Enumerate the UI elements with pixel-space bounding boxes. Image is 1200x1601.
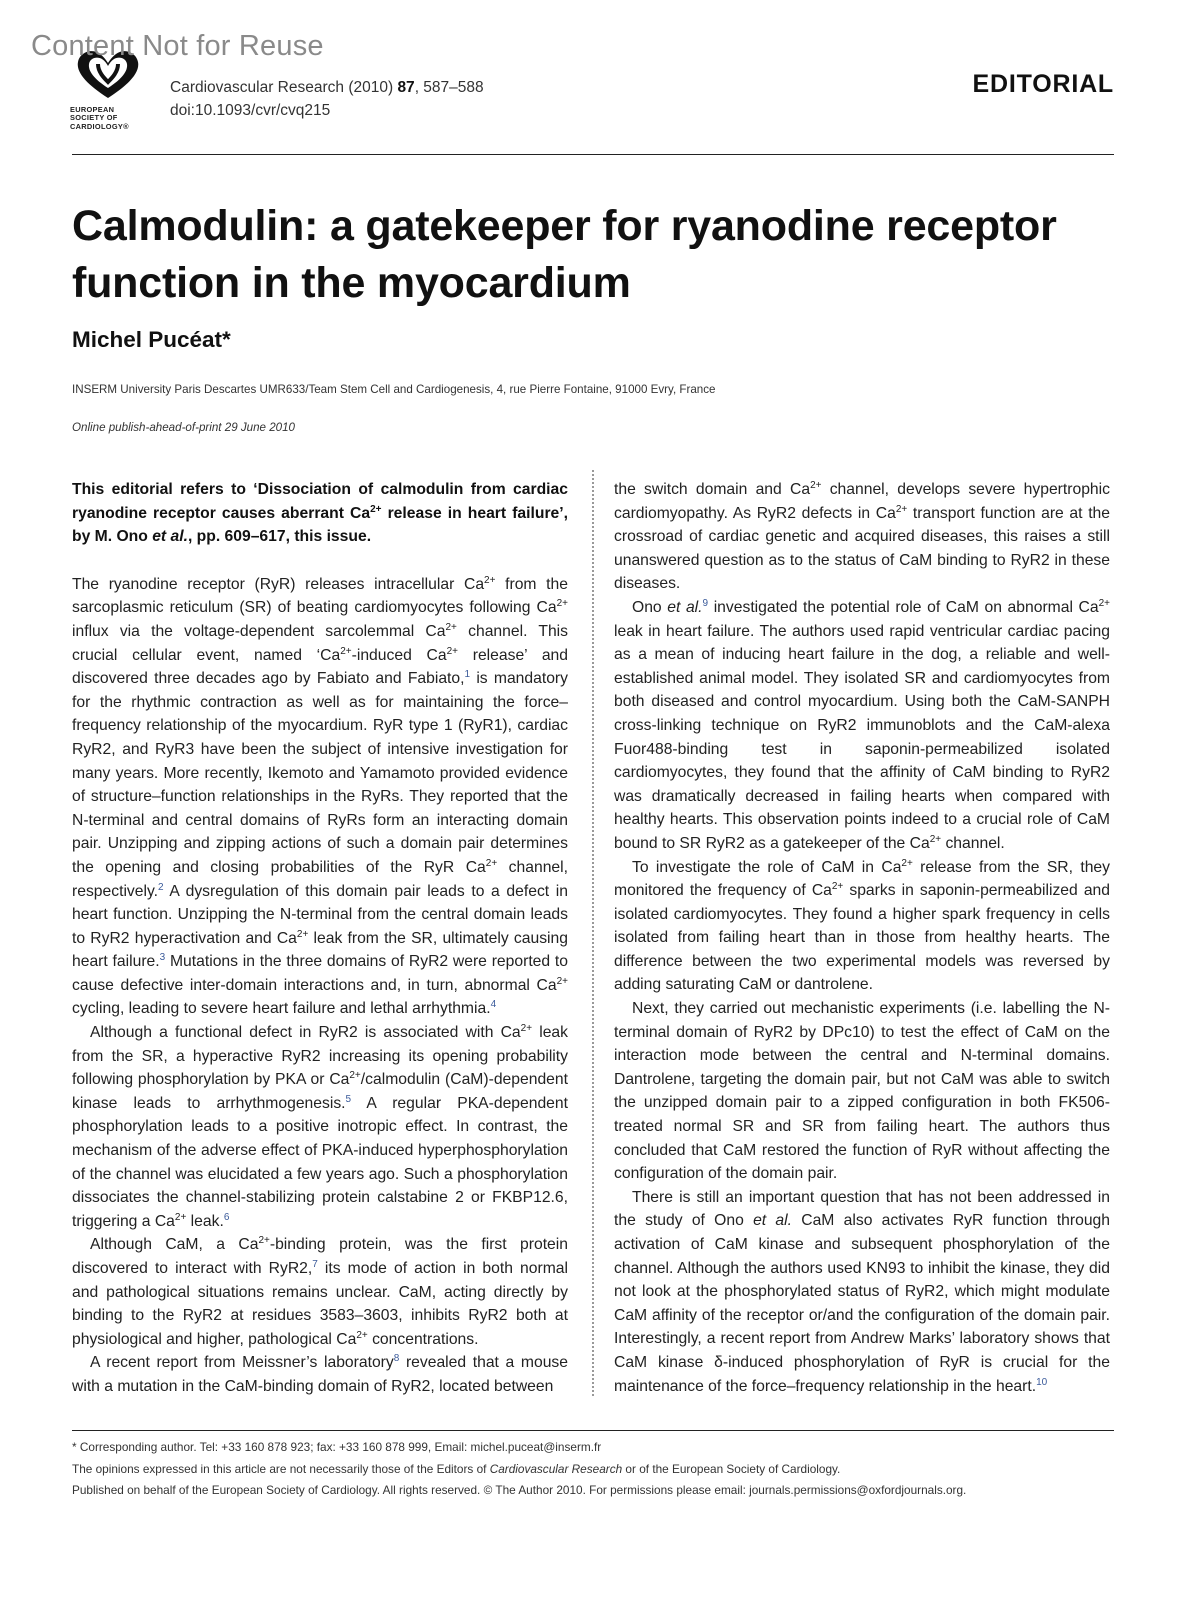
opinions-note: The opinions expressed in this article are not necessarily those of the Editors of Cardiovascular Research or of the European Society of Cardiology. <box>72 1461 841 1476</box>
paragraph: A recent report from Meissner’s laboratory$^8$ revealed that a mouse with a mutation in the CaM-binding domain of RyR2, located between <box>72 1353 568 1395</box>
paragraph: The ryanodine receptor (RyR) releases intracellular $Ca^{2+}$ from the sarcoplasmic reticulum (SR) of beating cardiomyocytes following $Ca^{2+}$ influx via the voltage-dependent sarcolemmal $Ca^{2+}$ channel. This crucial cellular event, named ‘$Ca^{2+}$-induced $Ca^{2+}$ release’ and discovered three decades ago by Fabiato and Fabiato,$^1$ is mandatory for the rhythmic contraction as well as for maintaining the force–frequency relationship of the myocardium. RyR type 1 (RyR1), cardiac RyR2, and RyR3 have been the subject of intensive investigation for many years. More recently, Ikemoto and Yamamoto provided evidence of structure–function relationships in the RyRs. They reported that the N-terminal and central domains of RyRs form an interacting domain pair. Unzipping and zipping actions of such a domain pair determines the opening and closing probabilities of the RyR $Ca^{2+}$ channel, respectively.$^2$ A dysregulation of this domain pair leads to a defect in heart function. Unzipping the N-terminal from the central domain leads to RyR2 hyperactivation and $Ca^{2+}$ leak from the SR, ultimately causing heart failure.$^3$ Mutations in the three domains of RyR2 were reported to cause defective inter-domain interactions and, in turn, abnormal $Ca^{2+}$ cycling, leading to severe heart failure and lethal arrhythmia.$^4$ <box>72 574 568 1018</box>
paragraph: There is still an important question that has not been addressed in the study of Ono et al. CaM also activates RyR function through activation of CaM kinase and subsequent phosphorylation of the channel. Although the authors used KN93 to inhibit the kinase, they did not look at the phosphorylated status of RyR2, which might modulate CaM affinity of the receptor or/and the configuration of the domain pair. Interestingly, a recent report from Andrew Marks’ laboratory shows that CaM kinase δ-induced phosphorylation of RyR is crucial for the maintenance of the force–frequency relationship in the heart.$^{10}$ <box>614 1188 1110 1395</box>
paragraph: To investigate the role of CaM in $Ca^{2+}$ release from the SR, they monitored the frequency of $Ca^{2+}$ sparks in saponin-permeabilized and isolated cardiomyocytes. They found a higher spark frequency in cells isolated from failing heart than in those from healthy hearts. The difference between the two experimental models was reversed by adding saturating CaM or dantrolene. <box>614 857 1110 994</box>
publication-date: Online publish-ahead-of-print 29 June 2010 <box>72 421 296 434</box>
paragraph: Although a functional defect in RyR2 is associated with $Ca^{2+}$ leak from the SR, a hyperactive RyR2 increasing its opening probability following phosphorylation by PKA or $Ca^{2+}$/calmodulin (CaM)-dependent kinase leads to arrhythmogenesis.$^5$ A regular PKA-dependent phosphorylation leads to a positive inotropic effect. In contrast, the mechanism of the adverse effect of PKA-induced hyperphosphorylation of the channel was elucidated a few years ago. Such a phosphorylation dissociates the channel-stabilizing protein calstabine 2 or FKBP12.6, triggering a $Ca^{2+}$ leak.$^6$ <box>72 1022 568 1230</box>
author-affiliation: INSERM University Paris Descartes UMR633/Team Stem Cell and Cardiogenesis, 4, rue Pierre Fontaine, 91000 Evry, France <box>72 383 716 396</box>
footnotes <box>72 1437 1122 1502</box>
logo-text: EUROPEAN SOCIETY OF CARDIOLOGY® <box>70 105 129 131</box>
article-title: Calmodulin: a gatekeeper for ryanodine receptor function in the myocardium <box>72 202 1057 307</box>
column-divider <box>592 470 594 1396</box>
header-rule <box>72 154 1114 155</box>
author-name: Michel Pucéat* <box>72 327 231 352</box>
paragraph: Ono et al.$^9$ investigated the potential role of CaM on abnormal $Ca^{2+}$ leak in heart failure. The authors used rapid ventricular cardiac pacing as a mean of inducing heart failure in the dog, a reliable and well-established animal model. They isolated SR and cardiomyocytes from both diseased and control myocardium. Using both the CaM-SANPH cross-linking technique on RyR2 immunoblots and the CaM-alexa Fuor488-binding test in saponin-permeabilized isolated cardiomyocytes, they found that the affinity of CaM binding to RyR2 was dramatically decreased in failing hearts when compared with healthy hearts. This observation points indeed to a crucial role of CaM bound to SR RyR2 as a gatekeeper of the $Ca^{2+}$ channel. <box>614 597 1111 852</box>
paragraph: Next, they carried out mechanistic experiments (i.e. labelling the N-terminal domain of RyR2 by DPc10) to test the effect of CaM on the interaction mode between the central and N-terminal domains. Dantrolene, targeting the domain pair, but not CaM was able to switch the unzipped domain pair to a zipped configuration in both FK506-treated normal SR and SR from failing heart. The authors thus concluded that CaM restored the function of RyR without affecting the configuration of the domain pair. <box>614 1000 1110 1183</box>
body-column-right <box>614 478 1110 1398</box>
copyright-note: Published on behalf of the European Society of Cardiology. All rights reserved. © The Author 2010. For permissions please email: journals.permissions@oxfordjournals.org. <box>72 1483 967 1497</box>
watermark: Content Not for Reuse <box>31 30 324 62</box>
paragraph: This editorial refers to ‘Dissociation of calmodulin from cardiac ryanodine receptor causes aberrant $Ca^{2+}$ release in heart failure’, by M. Ono et al., pp. 609–617, this issue. <box>72 481 568 546</box>
body-column-left <box>72 478 568 1399</box>
journal-citation: Cardiovascular Research (2010) 87, 587–588 doi:10.1093/cvr/cvq215 <box>170 76 484 122</box>
paragraph: the switch domain and $Ca^{2+}$ channel, develops severe hypertrophic cardiomyopathy. As RyR2 defects in $Ca^{2+}$ transport function are at the crossroad of cardiac genetic and acquired diseases, this raises a still unanswered question as to the status of CaM binding to RyR2 in these diseases. <box>614 479 1110 593</box>
article-type: EDITORIAL <box>972 70 1114 98</box>
paragraph: Although CaM, a $Ca^{2+}$-binding protein, was the first protein discovered to interact with RyR2,$^7$ its mode of action in both normal and pathological situations remains unclear. CaM, acting directly by binding to the RyR2 at residues 3583–3603, inhibits RyR2 both at physiological and higher, pathological $Ca^{2+}$ concentrations. <box>72 1235 568 1348</box>
corresponding-author-note: * Corresponding author. Tel: +33 160 878 923; fax: +33 160 878 999, Email: michel.puceat@inserm.fr <box>72 1440 602 1454</box>
doi[interactable]: doi:10.1093/cvr/cvq215 <box>170 102 331 119</box>
footnote-rule <box>72 1430 1114 1431</box>
